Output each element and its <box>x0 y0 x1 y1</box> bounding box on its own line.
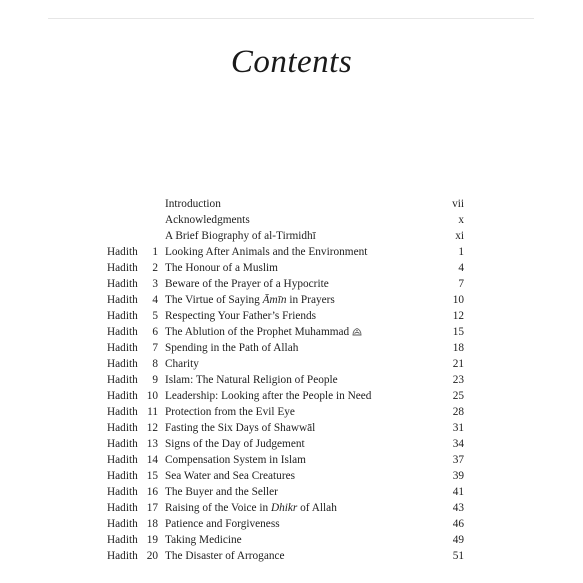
entry-title-text: Looking After Animals and the Environment <box>165 246 368 258</box>
hadith-number: 10 <box>146 390 158 402</box>
entry-title-italic: Dhikr <box>270 502 298 514</box>
entry-title-text: Fasting the Six Days of Shawwāl <box>165 422 316 434</box>
entry-title <box>165 388 371 404</box>
entry-page-number: 18 <box>452 342 464 354</box>
entry-title <box>165 484 278 500</box>
hadith-number: 3 <box>152 278 158 290</box>
entry-page-number: 23 <box>452 374 464 386</box>
entry-title-text: Compensation System in Islam <box>165 454 306 466</box>
entry-page-number: 43 <box>452 502 464 514</box>
entry-title <box>165 260 278 276</box>
toc-entry[interactable] <box>107 468 467 484</box>
toc-entry[interactable] <box>107 420 467 436</box>
entry-title <box>165 276 329 292</box>
entry-title <box>165 452 306 468</box>
toc-entry[interactable] <box>107 196 467 212</box>
entry-title <box>165 500 337 516</box>
entry-page-number: 46 <box>452 518 464 530</box>
hadith-number: 5 <box>152 310 158 322</box>
entry-page-number: 21 <box>452 358 464 370</box>
hadith-number: 8 <box>152 358 158 370</box>
entry-title-text: Acknowledgments <box>165 214 250 226</box>
hadith-number: 17 <box>146 502 158 514</box>
hadith-number: 4 <box>152 294 158 306</box>
entry-title-text: The Buyer and the Seller <box>165 486 278 498</box>
hadith-label: Hadith <box>107 438 138 450</box>
entry-page-number: xi <box>455 230 464 242</box>
hadith-label: Hadith <box>107 278 138 290</box>
salawat-icon <box>352 327 362 336</box>
toc-entry[interactable] <box>107 324 467 340</box>
hadith-number: 15 <box>146 470 158 482</box>
toc-entry[interactable] <box>107 356 467 372</box>
entry-page-number: 41 <box>452 486 464 498</box>
entry-title <box>165 292 335 308</box>
hadith-label: Hadith <box>107 326 138 338</box>
entry-title <box>165 340 298 356</box>
entry-page-number: 15 <box>452 326 464 338</box>
toc-entry[interactable] <box>107 532 467 548</box>
entry-title-text: Protection from the Evil Eye <box>165 406 295 418</box>
hadith-number: 6 <box>152 326 158 338</box>
entry-title <box>165 228 316 244</box>
hadith-number: 1 <box>152 246 158 258</box>
entry-page-number: 49 <box>452 534 464 546</box>
entry-page-number: x <box>458 214 464 226</box>
entry-title-text: Islam: The Natural Religion of People <box>165 374 338 386</box>
entry-title-text: Taking Medicine <box>165 534 242 546</box>
entry-title <box>165 548 285 564</box>
hadith-label: Hadith <box>107 310 138 322</box>
hadith-number: 11 <box>147 406 158 418</box>
hadith-label: Hadith <box>107 486 138 498</box>
hadith-label: Hadith <box>107 374 138 386</box>
toc-entry[interactable] <box>107 388 467 404</box>
entry-page-number: 25 <box>452 390 464 402</box>
entry-page-number: 34 <box>452 438 464 450</box>
entry-page-number: 1 <box>458 246 464 258</box>
hadith-label: Hadith <box>107 502 138 514</box>
entry-title <box>165 356 199 372</box>
hadith-label: Hadith <box>107 470 138 482</box>
hadith-number: 16 <box>146 486 158 498</box>
toc-entry[interactable] <box>107 212 467 228</box>
hadith-number: 14 <box>146 454 158 466</box>
entry-title-text: Beware of the Prayer of a Hypocrite <box>165 278 329 290</box>
hadith-label: Hadith <box>107 550 138 562</box>
hadith-label: Hadith <box>107 454 138 466</box>
entry-title <box>165 244 367 260</box>
entry-title <box>165 468 295 484</box>
top-divider <box>48 18 534 19</box>
hadith-label: Hadith <box>107 390 138 402</box>
entry-title <box>165 532 242 548</box>
hadith-number: 7 <box>152 342 158 354</box>
toc-entry[interactable] <box>107 436 467 452</box>
hadith-label: Hadith <box>107 342 138 354</box>
entry-title-suffix: of Allah <box>297 502 337 514</box>
entry-title-text: Respecting Your Father’s Friends <box>165 310 317 322</box>
entry-title <box>165 404 295 420</box>
entry-page-number: 28 <box>452 406 464 418</box>
entry-title-text: Charity <box>165 358 199 370</box>
entry-page-number: 12 <box>452 310 464 322</box>
entry-title <box>165 196 221 212</box>
entry-title-suffix: in Prayers <box>286 294 335 306</box>
toc-entry[interactable] <box>107 340 467 356</box>
entry-page-number: 7 <box>458 278 464 290</box>
hadith-label: Hadith <box>107 422 138 434</box>
entry-title-text: Leadership: Looking after the People in Need <box>165 390 372 402</box>
entry-title <box>165 324 362 340</box>
entry-page-number: vii <box>452 198 464 210</box>
hadith-label: Hadith <box>107 262 138 274</box>
entry-title-text: Raising of the Voice in <box>165 502 271 514</box>
toc-entry[interactable] <box>107 276 467 292</box>
entry-title-text: The Disaster of Arrogance <box>165 550 285 562</box>
toc-entry[interactable] <box>107 548 467 564</box>
hadith-label: Hadith <box>107 246 138 258</box>
toc-entry[interactable] <box>107 372 467 388</box>
toc-entry[interactable] <box>107 484 467 500</box>
entry-title <box>165 436 305 452</box>
hadith-number: 12 <box>146 422 158 434</box>
toc-entry[interactable] <box>107 260 467 276</box>
toc-entry[interactable] <box>107 452 467 468</box>
entry-title-text: The Ablution of the Prophet Muhammad <box>165 326 350 338</box>
hadith-number: 20 <box>146 550 158 562</box>
hadith-number: 13 <box>146 438 158 450</box>
toc-entry[interactable] <box>107 500 467 516</box>
entry-title <box>165 308 316 324</box>
entry-title-text: The Virtue of Saying <box>165 294 263 306</box>
entry-title <box>165 372 338 388</box>
entry-page-number: 31 <box>452 422 464 434</box>
entry-title <box>165 420 315 436</box>
page-title: Contents <box>230 44 353 80</box>
entry-title <box>165 516 280 532</box>
entry-page-number: 39 <box>452 470 464 482</box>
entry-title-text: Patience and Forgiveness <box>165 518 280 530</box>
hadith-number: 19 <box>146 534 158 546</box>
hadith-label: Hadith <box>107 358 138 370</box>
toc-entry[interactable] <box>107 308 467 324</box>
entry-title-text: The Honour of a Muslim <box>165 262 278 274</box>
entry-page-number: 4 <box>458 262 464 274</box>
entry-title <box>165 212 250 228</box>
hadith-number: 2 <box>152 262 158 274</box>
entry-title-italic: Āmīn <box>262 294 287 306</box>
toc-entry[interactable] <box>107 244 467 260</box>
toc-entry[interactable] <box>107 404 467 420</box>
hadith-label: Hadith <box>107 406 138 418</box>
entry-title-text: Signs of the Day of Judgement <box>165 438 305 450</box>
entry-title-text: A Brief Biography of al-Tirmidhī <box>165 230 316 242</box>
hadith-number: 9 <box>152 374 158 386</box>
entry-page-number: 37 <box>452 454 464 466</box>
hadith-label: Hadith <box>107 294 138 306</box>
entry-page-number: 51 <box>452 550 464 562</box>
hadith-number: 18 <box>146 518 158 530</box>
entry-title-text: Introduction <box>165 198 221 210</box>
entry-page-number: 10 <box>452 294 464 306</box>
toc-entry[interactable] <box>107 516 467 532</box>
hadith-label: Hadith <box>107 534 138 546</box>
table-of-contents <box>107 196 467 564</box>
toc-entry[interactable] <box>107 228 467 244</box>
entry-title-text: Spending in the Path of Allah <box>165 342 299 354</box>
toc-entry[interactable] <box>107 292 467 308</box>
entry-title-text: Sea Water and Sea Creatures <box>165 470 295 482</box>
hadith-label: Hadith <box>107 518 138 530</box>
